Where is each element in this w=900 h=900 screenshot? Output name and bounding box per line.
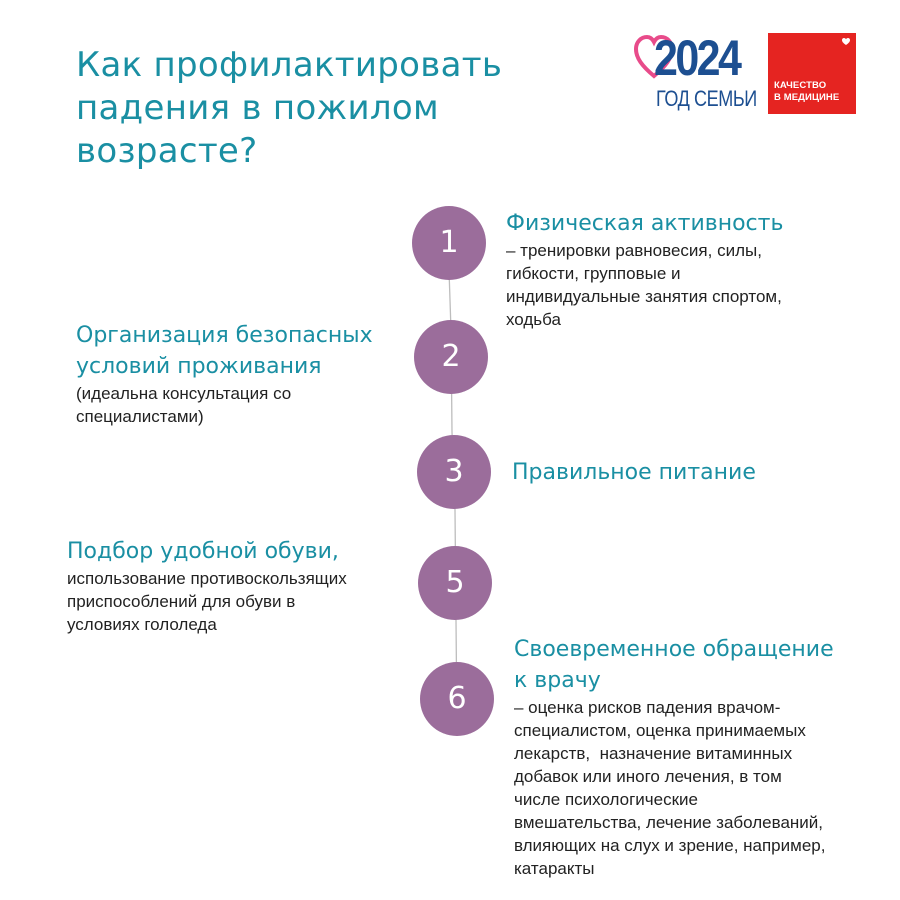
step-6-heading-line: к врачу (514, 668, 601, 693)
step-1-line: индивидуальные занятия спортом, (506, 287, 782, 306)
step-3-block (512, 457, 842, 488)
step-6-heading (514, 634, 890, 696)
quality-logo-line1: КАЧЕСТВО (774, 80, 827, 91)
step-6-line: числе психологические (514, 790, 699, 809)
step-2-block (76, 320, 406, 428)
step-3-heading: Правильное питание (512, 460, 756, 485)
step-2-line: (идеальна консультация со (76, 384, 292, 403)
step-6-block (514, 634, 890, 880)
logo-year-caption: ГОД СЕМЬИ (656, 86, 757, 111)
page-title: Как профилактировать падения в пожилом возрасте? (76, 45, 503, 171)
step-5-block (67, 536, 407, 636)
step-2-heading-line: Организация безопасных (76, 323, 373, 348)
step-circle-6: 6 (420, 662, 494, 736)
step-6-line: влияющих на слух и зрение, например, (514, 836, 826, 855)
step-1-line: ходьба (506, 310, 561, 329)
step-6-line: лекарств, назначение витаминных (514, 744, 793, 763)
step-circle-1: 1 (412, 206, 486, 280)
step-6-line: вмешательства, лечение заболеваний, (514, 813, 824, 832)
step-1-line: гибкости, групповые и (506, 264, 681, 283)
step-1-heading: Физическая активность (506, 211, 784, 236)
step-2-heading (76, 320, 406, 382)
quality-logo-line2: В МЕДИЦИНЕ (774, 92, 840, 103)
step-6-line: специалистом, оценка принимаемых (514, 721, 806, 740)
step-2-line: специалистами) (76, 407, 204, 426)
step-circle-3: 3 (417, 435, 491, 509)
step-1-block (506, 208, 886, 331)
step-5-heading: Подбор удобной обуви, (67, 539, 339, 564)
step-6-description (514, 696, 890, 880)
step-5-description (67, 567, 407, 636)
step-5-line: приспособлений для обуви в (67, 592, 296, 611)
step-2-heading-line: условий проживания (76, 354, 322, 379)
step-6-line: – оценка рисков падения врачом- (514, 698, 781, 717)
step-1-description (506, 239, 886, 331)
step-6-line: добавок или иного лечения, в том (514, 767, 782, 786)
step-circle-2: 2 (414, 320, 488, 394)
step-1-line: – тренировки равновесия, силы, (506, 241, 762, 260)
step-circle-5: 5 (418, 546, 492, 620)
step-5-line: условиях гололеда (67, 615, 217, 634)
step-6-heading-line: Своевременное обращение (514, 637, 834, 662)
logo-year: 2024 (654, 30, 740, 86)
step-6-line: катаракты (514, 859, 595, 878)
step-5-line: использование противоскользящих (67, 569, 347, 588)
step-2-description (76, 382, 406, 428)
